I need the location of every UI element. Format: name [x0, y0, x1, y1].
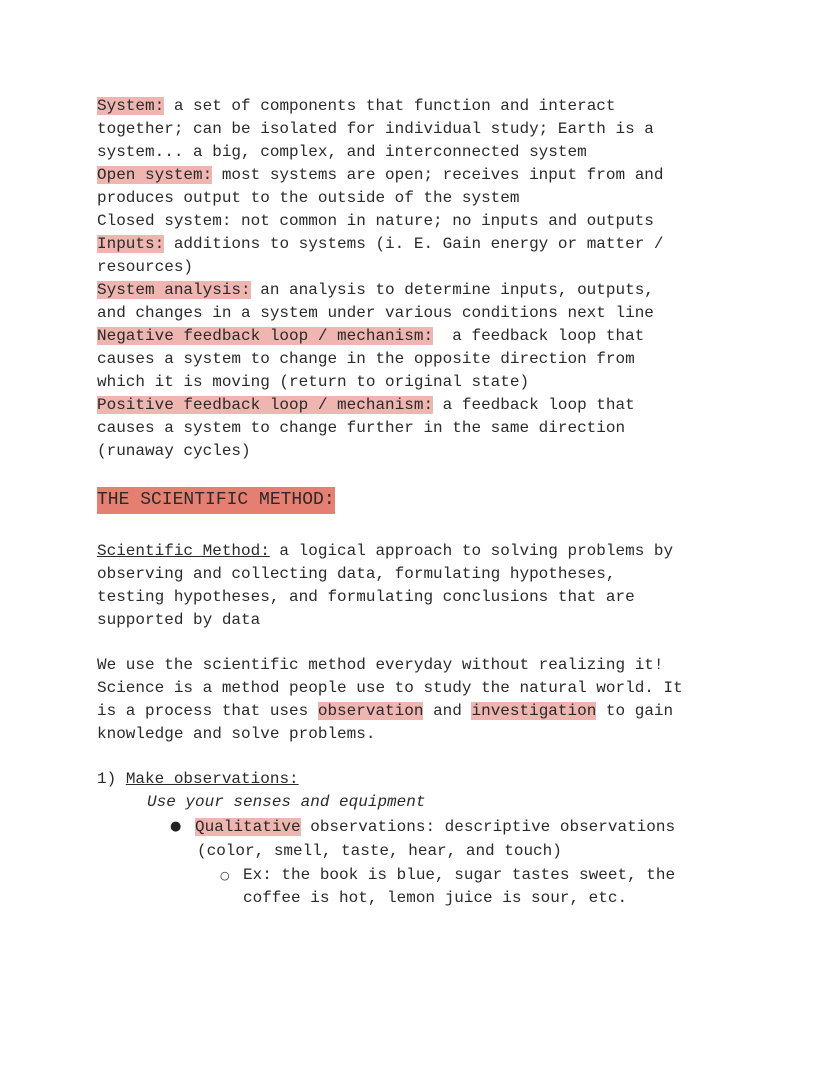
definition-positive-feedback-line3: (runaway cycles): [97, 442, 251, 460]
sci-method-line4: supported by data: [97, 611, 261, 629]
definition-system-analysis-line2: and changes in a system under various conditions next line: [97, 304, 654, 322]
paragraph-line1: We use the scientific method everyday without realizing it!: [97, 656, 664, 674]
bullet-qualitative-line1: Qualitative observations: descriptive observations: [195, 818, 676, 836]
sub-bullet-line1: Ex: the book is blue, sugar tastes sweet, the: [243, 866, 676, 884]
hollow-bullet-icon: ○: [220, 869, 230, 882]
definition-positive-feedback-line2: causes a system to change further in the same direction: [97, 419, 626, 437]
definition-system-line3: system... a big, complex, and interconnected system: [97, 143, 587, 161]
step1-number: 1): [97, 770, 126, 788]
sci-method-line3: testing hypotheses, and formulating conclusions that are: [97, 588, 635, 606]
definition-system-analysis-line1: System analysis: an analysis to determine inputs, outputs,: [97, 281, 654, 299]
term-open-system: Open system:: [97, 166, 213, 184]
section-heading: THE SCIENTIFIC METHOD:: [97, 487, 335, 514]
sci-method-line1: Scientific Method: a logical approach to solving problems by: [97, 542, 674, 560]
definition-inputs-line1: Inputs: additions to systems (i. E. Gain energy or matter /: [97, 235, 664, 253]
sci-method-line2: observing and collecting data, formulating hypotheses,: [97, 565, 616, 583]
definition-closed-system: Closed system: not common in nature; no inputs and outputs: [97, 212, 654, 230]
definition-inputs-line2: resources): [97, 258, 194, 276]
term-inputs: Inputs:: [97, 235, 165, 253]
highlight-investigation: investigation: [471, 702, 597, 720]
term-negative-feedback: Negative feedback loop / mechanism:: [97, 327, 434, 345]
sub-bullet-line2: coffee is hot, lemon juice is sour, etc.: [243, 889, 628, 907]
definition-positive-feedback-line1: Positive feedback loop / mechanism: a feedback loop that: [97, 396, 635, 414]
term-system: System:: [97, 97, 165, 115]
paragraph-line2: Science is a method people use to study the natural world. It: [97, 679, 683, 697]
term-scientific-method: Scientific Method:: [97, 542, 270, 560]
definition-open-system-line1: Open system: most systems are open; receives input from and: [97, 166, 664, 184]
definition-negative-feedback-line3: which it is moving (return to original state): [97, 373, 530, 391]
bullet-qualitative-line2: (color, smell, taste, hear, and touch): [197, 842, 562, 860]
definition-system-line2: together; can be isolated for individual study; Earth is a: [97, 120, 654, 138]
step1-title-line: [97, 768, 299, 791]
step1-title: Make observations:: [125, 770, 299, 788]
term-system-analysis: System analysis:: [97, 281, 251, 299]
term-positive-feedback: Positive feedback loop / mechanism:: [97, 396, 434, 414]
definition-system-line1: System: a set of components that function and interact: [97, 97, 616, 115]
step1-subtitle: Use your senses and equipment: [147, 793, 426, 811]
filled-bullet-icon: ●: [170, 819, 182, 834]
definition-open-system-line2: produces output to the outside of the system: [97, 189, 520, 207]
paragraph-line3: is a process that uses observation and investigation to gain: [97, 702, 674, 720]
paragraph-line4: knowledge and solve problems.: [97, 725, 376, 743]
definition-negative-feedback-line2: causes a system to change in the opposite direction from: [97, 350, 635, 368]
term-qualitative: Qualitative: [195, 818, 301, 836]
definition-negative-feedback-line1: Negative feedback loop / mechanism: a feedback loop that: [97, 327, 645, 345]
highlight-observation: observation: [317, 702, 424, 720]
